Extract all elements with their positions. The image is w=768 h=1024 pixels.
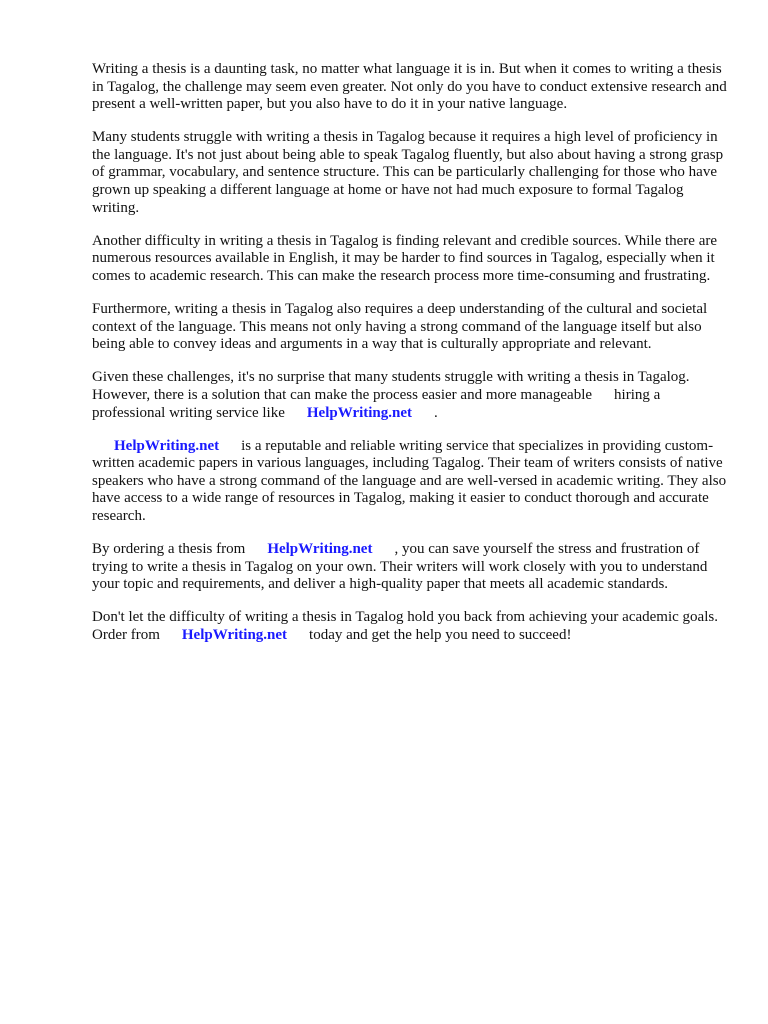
paragraph-6	[92, 438, 732, 526]
paragraph-7	[92, 541, 732, 594]
paragraph-5-hiring: hiring a professional writing service like	[92, 386, 661, 421]
paragraph-4: Furthermore, writing a thesis in Tagalog also requires a deep understanding of the cultural and societal context of the language. This means not only having a strong command of the language itself but also being able to convey ideas and arguments in a way that is culturally appropriate and relevant.	[92, 301, 708, 353]
paragraph-5-end: .	[434, 404, 438, 421]
paragraph-1: Writing a thesis is a daunting task, no matter what language it is in. But when it comes to writing a thesis in Tagalog, the challenge may seem even greater. Not only do you have to conduct extensive research and present a well-written paper, but you also have to do it in your native language.	[92, 61, 727, 113]
helpwriting-link-2[interactable]: HelpWriting.net	[114, 437, 220, 454]
paragraph-7-text: , you can save yourself the stress and frustration of trying to write a thesis in Tagalog on your own. Their writers will work closely with you to understand your topic and requirements, and deliver a high-quality paper that meets all academic standards.	[92, 541, 708, 593]
helpwriting-link-3[interactable]: HelpWriting.net	[267, 541, 373, 558]
paragraph-8	[92, 609, 732, 644]
document-body	[92, 61, 732, 660]
paragraph-8-start: Don't let the difficulty of writing a thesis in Tagalog hold you back from achieving your academic goals. Order from	[92, 609, 718, 643]
paragraph-2: Many students struggle with writing a thesis in Tagalog because it requires a high level of proficiency in the language. It's not just about being able to speak Tagalog fluently, but also about having a strong grasp of grammar, vocabulary, and sentence structure. This can be particularly challenging for those who have grown up speaking a different language at home or have not had much exposure to formal Tagalog writing.	[92, 129, 724, 216]
paragraph-5	[92, 369, 732, 422]
paragraph-6-text: is a reputable and reliable writing service that specializes in providing custom-written academic papers in various languages, including Tagalog. Their team of writers consists of native speakers who have a strong command of the language and are well-versed in academic writing. They also have access to a wide range of resources in Tagalog, making it easier to conduct thorough and accurate research.	[92, 437, 727, 524]
paragraph-5-text: Given these challenges, it's no surprise that many students struggle with writing a thesis in Tagalog. However, there is a solution that can make the process easier and more manageable	[92, 369, 690, 403]
paragraph-8-text: today and get the help you need to succeed!	[309, 626, 572, 643]
paragraph-3: Another difficulty in writing a thesis in Tagalog is finding relevant and credible sources. While there are numerous resources available in English, it may be harder to find sources in Tagalog, especially when it comes to academic research. This can make the research process more time-consuming and frustrating.	[92, 232, 718, 284]
helpwriting-link-4[interactable]: HelpWriting.net	[181, 626, 288, 643]
helpwriting-link-1[interactable]: HelpWriting.net	[306, 404, 413, 421]
paragraph-7-start: By ordering a thesis from	[92, 541, 246, 558]
